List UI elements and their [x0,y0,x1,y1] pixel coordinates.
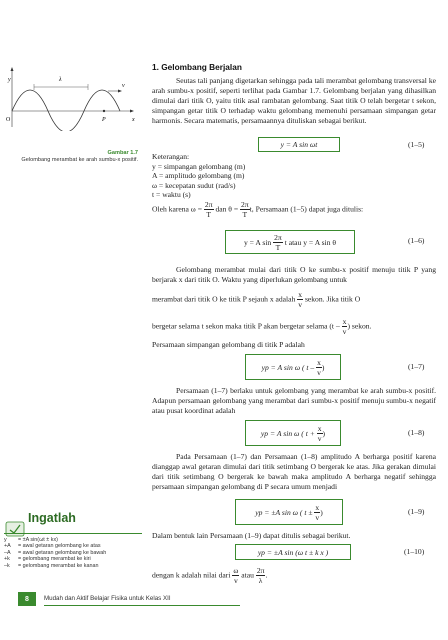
figure-caption-title: Gambar 1.7 [107,150,138,156]
point-p [103,110,105,112]
paragraph-1: Seutas tali panjang digetarkan sehingga pada tali merambat gelombang transversal ke arah sumbu-x positif, seperti terlihat pada Gambar 1.7. Gelombang berjalan yang dihasilkan dimulai dari titik O, yaitu titik asal rambatan gelombang. Saat titik O telah bergetar t sekon, simpangan getar titik O terhadap waktu gelombang memenuhi persamaan simpangan getar harmonis. Secara matematis, persamaannya dituliskan sebagai berikut. [152,76,436,125]
oleh-karena-line: Oleh karena ω = $\frac{2\pi}{T}$ dan θ = $\frac{2\pi}{T}$ t, Persamaan (1–5) dapat juga ditulis: [152,200,364,219]
sidebar [0,0,143,640]
ingatlah-list [4,537,142,569]
keterangan-item: ω = kecepatan sudut (rad/s) [152,180,236,190]
equation-number-1-6: (1–6) [408,236,425,245]
keterangan-item: y = simpangan gelombang (m) [152,162,246,171]
paragraph-2-line-4: Persamaan simpangan gelombang di titik P adalah [152,340,305,349]
paragraph-5: Dalam bentuk lain Persamaan (1–9) dapat ditulis sebagai berikut. [152,531,351,540]
equation-1-7: yp = A sin ω ( t – $\frac{x}{v}$ ) [245,354,341,380]
velocity-label: v [122,83,125,89]
equation-number-1-10: (1–10) [404,547,425,556]
ingatlah-row: +k = gelombang merambat ke kiri [4,556,91,563]
paragraph-3: Persamaan (1–7) berlaku untuk gelombang yang merambat ke arah sumbu-x positif. Adapun persamaan gelombang yang merambat dari sumbu-x positif menuju sumbu-x negatif atau pusat koordinat adalah [152,386,436,415]
last-line: dengan k adalah nilai dari $\frac{\omega}{v}$ atau $\frac{2\pi}{\lambda}$ . [152,566,268,585]
keterangan-item: t = waktu (s) [152,190,191,200]
equation-number-1-5: (1–5) [408,140,425,149]
lambda-label: λ [59,77,62,83]
y-axis-label: y [8,77,11,83]
page-number: 8 [18,592,36,606]
ingatlah-row: y = ±A sin(ωt ± kx) [4,537,58,543]
figure-caption-text: Gelombang merambat ke arah sumbu-x positif. [21,157,138,163]
x-axis-label: x [132,117,135,123]
paragraph-2: Gelombang merambat mulai dari titik O ke sumbu-x positif menuju titik P yang berjarak x dari titik O. Waktu yang diperlukan gelombang untuk [152,265,436,284]
paragraph-2-line-3: bergetar selama t sekon maka titik P akan bergetar selama (t – $\frac{x}{v}$ ) sekon. [152,317,372,336]
equation-1-9: yp = ±A sin ω ( t ± $\frac{x}{v}$ ) [235,499,343,525]
section-heading: 1. Gelombang Berjalan [152,62,242,72]
figure-caption [10,150,138,164]
keterangan-title: Keterangan: [152,152,190,161]
equation-1-6: y = A sin $\frac{2\pi}{T}$ t atau y = A sin θ [225,230,355,254]
keterangan-list [152,162,436,200]
footer-divider [44,605,240,606]
origin-label: O [6,117,11,123]
ingatlah-row: –k = gelombang merambat ke kanan [4,562,99,569]
equation-number-1-8: (1–8) [408,428,425,437]
ingatlah-row: –A = awal getaran gelombang ke bawah [4,549,107,556]
point-p-label: P [102,117,106,123]
equation-1-5: y = A sin ωt [258,137,340,152]
ingatlah-row: +A = awal getaran gelombang ke atas [4,543,101,550]
ingatlah-title: Ingatlah [28,511,76,525]
equation-number-1-7: (1–7) [408,362,425,371]
equation-1-10: yp = ±A sin (ω t ± k x ) [235,544,351,560]
paragraph-2-line-2: merambat dari titik O ke titik P sejauh x adalah $\frac{x}{v}$ sekon. Jika titik O [152,290,361,309]
equation-number-1-9: (1–9) [408,507,425,516]
equation-1-8: yp = A sin ω ( t + $\frac{x}{v}$ ) [245,420,341,446]
wave-figure [4,63,140,131]
keterangan-item: A = amplitudo gelombang (m) [152,171,245,181]
footer-title: Mudah dan Aktif Belajar Fisika untuk Kelas XII [44,595,171,602]
paragraph-4: Pada Persamaan (1–7) dan Persamaan (1–8) amplitudo A berharga positif karena dianggap awal getaran dimulai dari titik setimbang O bergerak ke atas. Jika gerakan dimulai dari titik setimbang O bergerak ke bawah maka amplitudo A berharga negatif sehingga persamaan simpangan gelombang di P secara umum menjadi [152,452,436,491]
